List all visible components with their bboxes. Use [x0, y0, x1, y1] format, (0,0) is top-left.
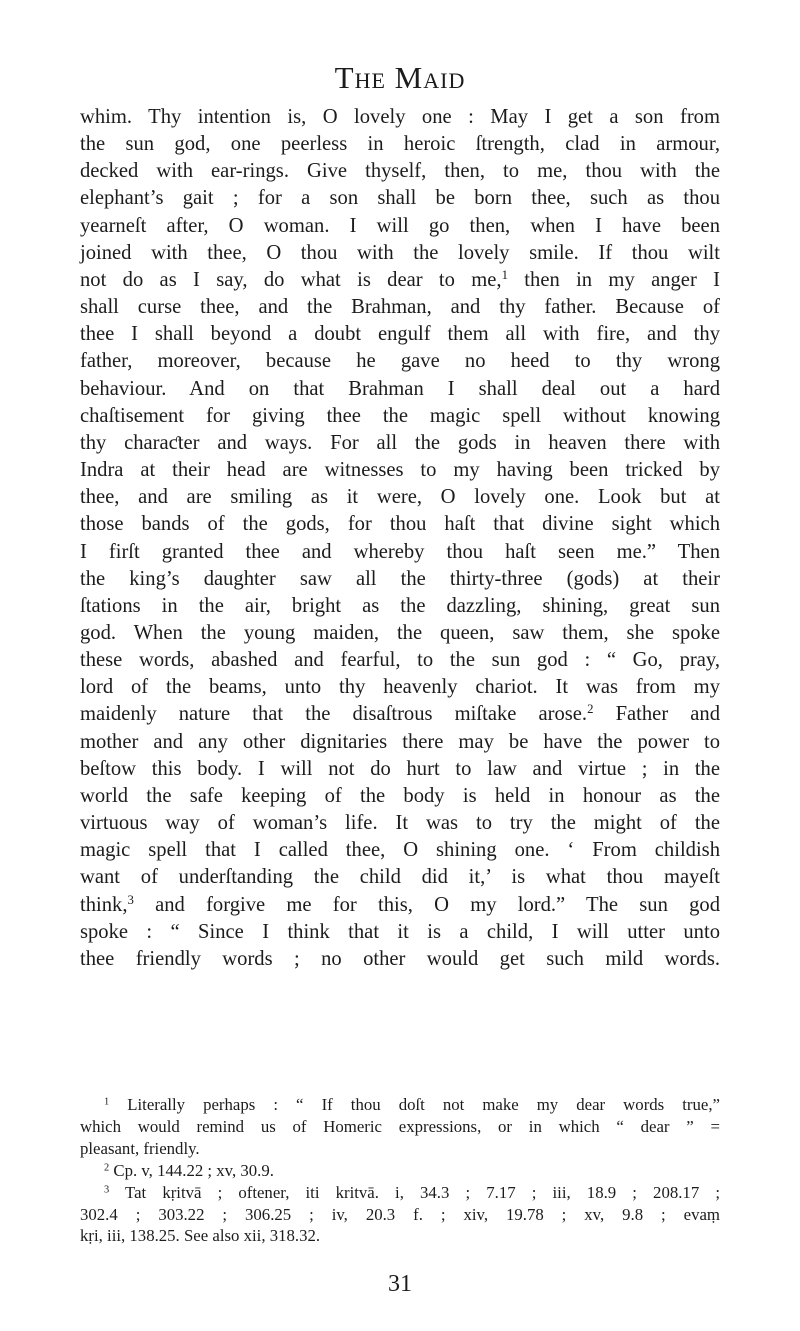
footnote-marker: 2: [104, 1162, 110, 1173]
text-line: god. When the young maiden, the queen, saw them, she spoke: [80, 621, 720, 644]
book-page: [80, 0, 720, 1331]
text-line: thee, and are smiling as it were, O lovely one. Look but at: [80, 486, 720, 509]
text-line: behaviour. And on that Brahman I shall deal out a hard: [80, 377, 720, 400]
text-line: yearneſt after, O woman. I will go then, when I have been: [80, 214, 720, 237]
text-line: these words, abashed and fearful, to the sun god : “ Go, pray,: [80, 649, 720, 672]
main-text: [80, 104, 720, 973]
text-line: decked with ear-rings. Give thyself, then, to me, thou with the: [80, 160, 720, 183]
footnote-line: which would remind us of Homeric expressions, or in which “ dear ” =: [80, 1116, 720, 1136]
text-line: thee friendly words ; no other would get such mild words.: [80, 947, 720, 970]
text-line: ſtations in the air, bright as the dazzling, shining, great sun: [80, 594, 720, 617]
page-number: 31: [388, 1271, 412, 1297]
text-segment: not do as I say, do what is dear to me,: [80, 268, 502, 291]
text-segment: maidenly nature that the disaſtrous miſtake arose.: [80, 703, 588, 726]
text-line: chaſtisement for giving thee the magic spell without knowing: [80, 404, 720, 427]
text-line: thy charaƈter and ways. For all the gods in heaven there with: [80, 431, 720, 454]
footnote-ref[interactable]: 2: [587, 702, 594, 717]
text-line: Indra at their head are witnesses to my having been tricked by: [80, 459, 720, 482]
text-line: father, moreover, because he gave no heed to thy wrong: [80, 350, 720, 373]
text-segment: then in my anger I: [524, 268, 720, 291]
footnote-line: kṛi, iii, 138.25. See also xii, 318.32.: [80, 1226, 321, 1246]
text-line: those bands of the gods, for thou haſt that divine sight which: [80, 513, 720, 536]
running-head: The Maid: [334, 60, 466, 95]
footnote-text: Tat kṛitvā ; oftener, iti kritvā. i, 34.3 ; 7.17 ; iii, 18.9 ; 208.17 ;: [125, 1182, 720, 1202]
text-line: beſtow this body. I will not do hurt to law and virtue ; in the: [80, 757, 720, 780]
text-segment: Father and: [615, 703, 720, 726]
footnote-marker: 3: [104, 1183, 110, 1195]
footnote-line: pleasant, friendly.: [80, 1138, 200, 1158]
text-line: [80, 892, 720, 919]
text-line: shall curse thee, and the Brahman, and thy father. Because of: [80, 296, 720, 319]
text-line: I firſt granted thee and whereby thou haſt seen me.” Then: [80, 540, 720, 563]
footnote-3: [80, 1182, 720, 1204]
text-line: lord of the beams, unto thy heavenly chariot. It was from my: [80, 676, 720, 699]
text-segment: and forgive me for this, O my lord.” The sun god: [155, 893, 721, 916]
text-segment: think,: [80, 893, 128, 916]
footnote-2: [80, 1160, 720, 1182]
text-line: mother and any other dignitaries there may be have the power to: [80, 730, 720, 753]
footnote-ref[interactable]: 3: [127, 892, 134, 907]
footnote-text: Cp. v, 144.22 ; xv, 30.9.: [113, 1160, 274, 1180]
text-line: thee I shall beyond a doubt engulf them all with fire, and thy: [80, 323, 720, 346]
text-line: elephant’s gait ; for a son shall be born thee, such as thou: [80, 187, 720, 210]
text-line: [80, 701, 720, 728]
text-line: the sun god, one peerless in heroic ſtrength, clad in armour,: [80, 133, 720, 156]
text-line: [80, 267, 720, 294]
text-line: joined with thee, O thou with the lovely smile. If thou wilt: [80, 241, 720, 264]
footnote-1: [80, 1094, 720, 1116]
footnote-ref[interactable]: 1: [501, 267, 508, 282]
text-line: whim. Thy intention is, O lovely one : May I get a son from: [80, 106, 720, 128]
text-line: virtuous way of woman’s life. It was to try the might of the: [80, 812, 720, 835]
text-line: spoke : “ Since I think that it is a child, I will utter unto: [80, 920, 720, 943]
text-line: magic spell that I called thee, O shining one. ‘ From childish: [80, 839, 720, 862]
text-line: want of underſtanding the child did it,’ is what thou mayeſt: [80, 866, 720, 889]
text-line: the king’s daughter saw all the thirty-three (gods) at their: [80, 567, 720, 590]
footnotes: [80, 1094, 720, 1247]
footnote-text: Literally perhaps : “ If thou doſt not make my dear words true,”: [127, 1095, 720, 1114]
text-line: world the safe keeping of the body is held in honour as the: [80, 784, 720, 807]
footnote-marker: 1: [104, 1096, 110, 1108]
footnote-line: 302.4 ; 303.22 ; 306.25 ; iv, 20.3 f. ; xiv, 19.78 ; xv, 9.8 ; evaṃ: [80, 1204, 720, 1224]
